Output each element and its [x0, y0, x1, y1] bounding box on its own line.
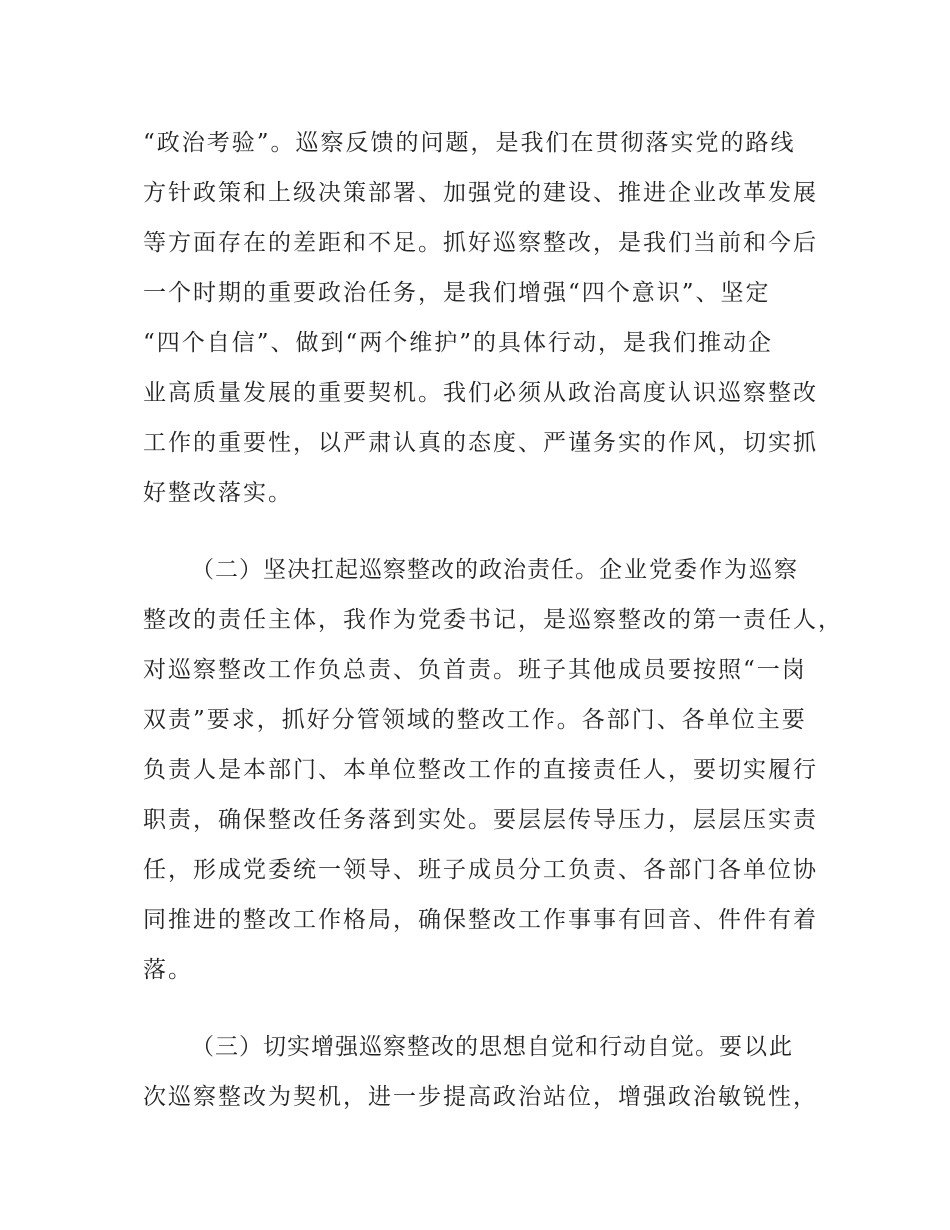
text-line: 方针政策和上级决策部署、加强党的建设、推进企业改革发展 [143, 180, 818, 206]
text-line: 负责人是本部门、本单位整改工作的直接责任人，要切实履行 [143, 757, 818, 783]
text-line: 落。 [143, 957, 193, 983]
paragraph-2 [143, 545, 843, 995]
paragraph-2-first-line [143, 545, 815, 595]
text-line: 业高质量发展的重要契机。我们必须从政治高度认识巡察整改 [143, 380, 818, 406]
section-heading-3: （三）切实增强巡察整改的思想自觉和行动自觉。 [191, 1034, 719, 1060]
text-run: 企业党委作为巡察 [599, 557, 799, 583]
document-page [143, 118, 843, 1122]
text-line: 整改的责任主体，我作为党委书记，是巡察整改的第一责任人， [143, 607, 843, 633]
section-heading-2: （二）坚决扛起巡察整改的政治责任。 [191, 557, 599, 583]
text-line: 好整改落实。 [143, 480, 293, 506]
text-line: 职责，确保整改任务落到实处。要层层传导压力，层层压实责 [143, 807, 818, 833]
text-line: 任，形成党委统一领导、班子成员分工负责、各部门各单位协 [143, 857, 818, 883]
paragraph-3 [143, 1022, 818, 1122]
text-line: 工作的重要性，以严肃认真的态度、严谨务实的作风，切实抓 [143, 430, 818, 456]
text-run: 要以此 [719, 1034, 794, 1060]
text-line: 对巡察整改工作负总责、负首责。班子其他成员要按照“一岗 [143, 657, 807, 683]
paragraph-3-first-line [143, 1022, 815, 1072]
text-line: 一个时期的重要政治任务，是我们增强“四个意识”、坚定 [143, 280, 771, 306]
paragraph-1 [143, 118, 818, 518]
text-line: 等方面存在的差距和不足。抓好巡察整改，是我们当前和今后 [143, 230, 818, 256]
text-line: 同推进的整改工作格局，确保整改工作事事有回音、件件有着 [143, 907, 818, 933]
text-line: 次巡察整改为契机，进一步提高政治站位，增强政治敏锐性， [143, 1084, 818, 1110]
text-line: “四个自信”、做到“两个维护”的具体行动，是我们推动企 [143, 330, 774, 356]
text-line: “政治考验”。巡察反馈的问题，是我们在贯彻落实党的路线 [143, 130, 796, 156]
text-line: 双责”要求，抓好分管领域的整改工作。各部门、各单位主要 [143, 707, 807, 733]
